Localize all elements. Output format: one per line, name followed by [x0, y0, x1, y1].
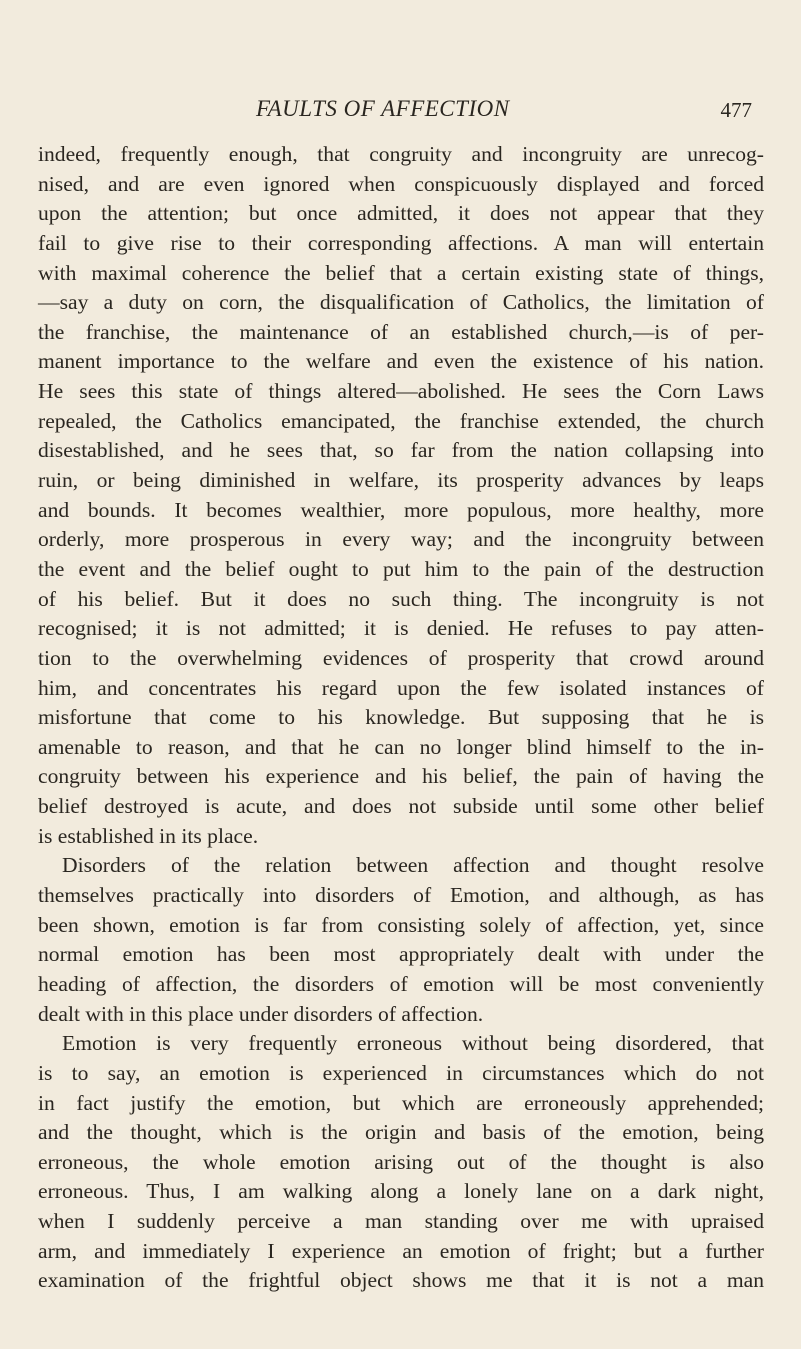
text-line: and the thought, which is the origin and basis of the emotion, being	[38, 1120, 764, 1145]
text-line: nised, and are even ignored when conspicuously displayed and forced	[38, 171, 764, 196]
text-line: He sees this state of things altered—abolished. He sees the Corn Laws	[38, 379, 764, 404]
text-line: of his belief. But it does no such thing. The incongruity is not	[38, 586, 764, 611]
text-line: tion to the overwhelming evidences of prosperity that crowd around	[38, 645, 764, 670]
text-line: indeed, frequently enough, that congruity and incongruity are unrecog-	[38, 142, 764, 166]
paragraph-end-line: dealt with in this place under disorders of affection.	[38, 1001, 484, 1026]
paragraph-start-line: Disorders of the relation between affection and thought resolve	[62, 853, 764, 878]
text-line: themselves practically into disorders of Emotion, and although, as has	[38, 883, 764, 908]
text-line: belief destroyed is acute, and does not subside until some other belief	[38, 794, 764, 819]
text-line: erroneous. Thus, I am walking along a lonely lane on a dark night,	[38, 1179, 764, 1204]
body-text	[38, 140, 764, 1296]
text-line: erroneous, the whole emotion arising out of the thought is also	[38, 1149, 764, 1174]
text-line: him, and concentrates his regard upon the few isolated instances of	[38, 675, 764, 700]
text-line: amenable to reason, and that he can no longer blind himself to the in-	[38, 734, 764, 759]
text-line: misfortune that come to his knowledge. But supposing that he is	[38, 705, 764, 730]
page-number: 477	[720, 98, 752, 122]
text-line: examination of the frightful object shows me that it is not a man	[38, 1268, 764, 1293]
running-title: FAULTS OF AFFECTION	[256, 96, 510, 121]
text-line: the event and the belief ought to put him to the pain of the destruction	[38, 556, 764, 581]
text-line: normal emotion has been most appropriately dealt with under the	[38, 942, 764, 967]
text-line: ruin, or being diminished in welfare, its prosperity advances by leaps	[38, 468, 764, 493]
text-line: when I suddenly perceive a man standing over me with upraised	[38, 1209, 764, 1234]
running-head	[0, 96, 801, 126]
text-line: disestablished, and he sees that, so far from the nation collapsing into	[38, 438, 764, 463]
text-line: been shown, emotion is far from consisting solely of affection, yet, since	[38, 912, 764, 937]
text-line: manent importance to the welfare and even the existence of his nation.	[38, 349, 764, 374]
text-line: heading of affection, the disorders of emotion will be most conveniently	[38, 971, 764, 996]
text-line: fail to give rise to their corresponding affections. A man will entertain	[38, 230, 764, 255]
text-line: and bounds. It becomes wealthier, more populous, more healthy, more	[38, 497, 764, 522]
text-line: congruity between his experience and his belief, the pain of having the	[38, 764, 764, 789]
text-line: arm, and immediately I experience an emotion of fright; but a further	[38, 1238, 764, 1263]
text-line: orderly, more prosperous in every way; and the incongruity between	[38, 527, 764, 552]
paragraph-end-line: is established in its place.	[38, 823, 259, 848]
text-line: with maximal coherence the belief that a certain existing state of things,	[38, 260, 764, 285]
text-line: in fact justify the emotion, but which are erroneously apprehended;	[38, 1090, 764, 1115]
text-line: —say a duty on corn, the disqualification of Catholics, the limitation of	[38, 290, 764, 315]
paragraph-start-line: Emotion is very frequently erroneous without being disordered, that	[62, 1031, 764, 1056]
text-line: the franchise, the maintenance of an established church,—is of per-	[38, 319, 764, 344]
text-line: is to say, an emotion is experienced in circumstances which do not	[38, 1060, 764, 1085]
text-line: upon the attention; but once admitted, it does not appear that they	[38, 201, 764, 226]
text-line: repealed, the Catholics emancipated, the franchise extended, the church	[38, 408, 764, 433]
text-line: recognised; it is not admitted; it is denied. He refuses to pay atten-	[38, 616, 764, 641]
